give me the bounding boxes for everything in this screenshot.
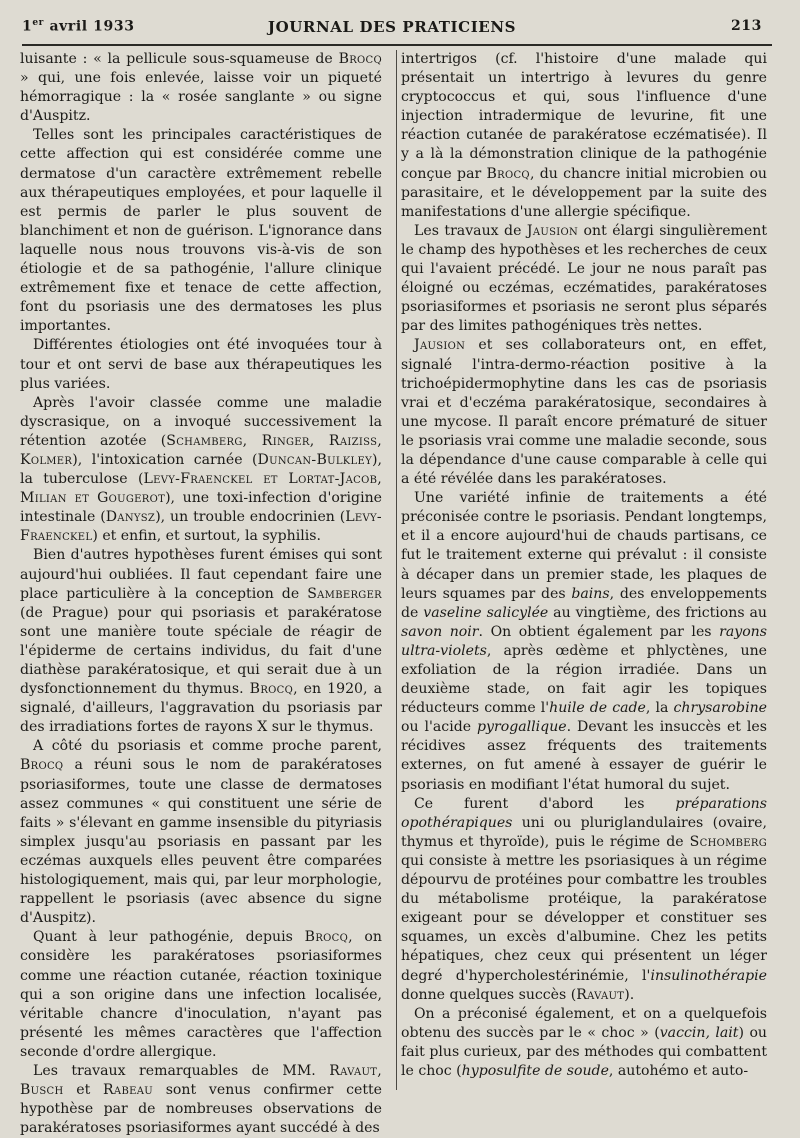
paragraph: Les travaux remarquables de MM. Ravaut, Busch et Rabeau sont venus confirmer cette hypothèse par de nombreuses observations de parakératoses psoriasiformes ayant succédé à des xyxy=(20,1062,382,1137)
journal-title: JOURNAL DES PRATICIENS xyxy=(267,18,517,36)
column-divider xyxy=(396,50,397,1090)
paragraph: On a préconisé également, et on a quelquefois obtenu des succès par le « choc » (vaccin, lait) ou fait plus curieux, par des méthodes qui combattent le choc (hyposulfite de soude, autohémo et auto- xyxy=(401,1005,768,1079)
paragraph: luisante : « la pellicule sous-squameuse de Brocq » qui, une fois enlevée, laisse voir un piqueté hémorragique : la « rosée sanglante » ou signe d'Auspitz. xyxy=(20,51,382,125)
paragraph: Ce furent d'abord les préparations opothérapiques uni ou pluriglandulaires (ovaire, thymus et thyroïde), puis le régime de Schomberg qui consiste à mettre les psoriasiques à un régime dépourvu de protéines pour combattre les troubles du métabolisme protéique, la parakératose exigeant pour se développer et constituer ses squames, un excès d'albumine. Chez les petits hépatiques, chez ceux qui présentent un léger degré d'hypercholestérinémie, l'insulinothérapie donne quelques succès (Ravaut). xyxy=(401,795,767,1003)
left-column xyxy=(20,50,382,1138)
paragraph: Bien d'autres hypothèses furent émises qui sont aujourd'hui oubliées. Il faut cependant faire une place particulière à la conception de Samberger (de Prague) pour qui psoriasis et parakératose sont une manière toute spéciale de réagir de l'épiderme de certains individus, du fait d'une diathèse parakératosique, et qui serait due à un dysfonctionnement du thymus. Brocq, en 1920, a signalé, d'ailleurs, l'aggravation du psoriasis par des irradiations fortes de rayons X sur le thymus. xyxy=(20,547,382,736)
paragraph: Quant à leur pathogénie, depuis Brocq, on considère les parakératoses psoriasiformes comme une réaction cutanée, réaction toxinique qui a son origine dans une infection localisée, véritable chancre d'inoculation, n'ayant pas présenté les mêmes caractères que l'affection seconde d'ordre allergique. xyxy=(20,929,382,1060)
header-rule xyxy=(22,44,772,46)
paragraph: intertrigos (cf. l'histoire d'une malade qui présentait un intertrigo à levures du genre cryptococcus et qui, sous l'influence d'une injection intradermique de levurine, fit une réaction cutanée de parakératose eczématisée). Il y a là la démonstration clinique de la pathogénie conçue par Brocq, du chancre initial microbien ou parasitaire, et le développement par la suite des manifestations d'une allergie spécifique. xyxy=(401,51,768,220)
paragraph: A côté du psoriasis et comme proche parent, Brocq a réuni sous le nom de parakératoses psoriasiformes, toute une classe de dermatoses assez communes « qui constituent une série de faits » s'élevant en gamme insensible du pityriasis simplex jusqu'au psoriasis en passant par les eczémas auxquels elles peuvent être comparées histologiquement, mais qui, par leur morphologie, rappellent le psoriasis (avec absence du signe d'Auspitz). xyxy=(20,738,382,927)
paragraph: Telles sont les principales caractéristiques de cette affection qui est considérée comme une dermatose d'un caractère extrêmement rebelle aux thérapeutiques employées, et pour laquelle il est permis de parler le plus souvent de blanchiment et non de guérison. L'ignorance dans laquelle nous nous trouvons vis-à-vis de son étiologie et de sa pathogénie, l'allure clinique extrêmement fixe et tenace de cette affection, font du psoriasis une des dermatoses les plus importantes. xyxy=(20,127,382,335)
paragraph: Jausion et ses collaborateurs ont, en effet, signalé l'intra-dermo-réaction positive à la trichoépidermophytine dans les cas de psoriasis vrai et d'eczéma parakératosique, secondaires à une mycose. Il paraît encore prématuré de situer le psoriasis vrai comme une maladie seconde, sous la dépendance d'une cause comparable à celle qui a été révélée dans les parakératoses. xyxy=(401,337,767,488)
paragraph: Les travaux de Jausion ont élargi singulièrement le champ des hypothèses et les recherches de ceux qui l'avaient précédé. Le jour ne nous paraît pas éloigné ou eczémas, eczématides, parakératoses psoriasiformes et psoriasis ne seront plus séparés par des limites pathogéniques très nettes. xyxy=(401,222,767,335)
right-column xyxy=(401,50,767,1081)
paragraph: Différentes étiologies ont été invoquées tour à tour et ont servi de base aux thérapeutiques les plus variées. xyxy=(20,337,382,392)
page-header xyxy=(22,14,762,40)
paragraph: Une variété infinie de traitements a été préconisée contre le psoriasis. Pendant longtemps, et il a encore aujourd'hui de chauds partisans, ce fut le traitement externe qui prévalut : il consiste à décaper dans un premier stade, les plaques de leurs squames par des bains, des enveloppements de vaseline salicylée au vingtième, des frictions au savon noir. On obtient également par les rayons ultra-violets, après œdème et phlyctènes, une exfoliation de la région irradiée. Dans un deuxième stade, on fait agir les topiques réducteurs comme l'huile de cade, la chrysarobine ou l'acide pyrogallique. Devant les insuccès et les récidives assez fréquents des traitements externes, on fut amené à essayer de guérir le psoriasis en modifiant l'état humoral du sujet. xyxy=(401,490,767,793)
paragraph: Après l'avoir classée comme une maladie dyscrasique, on a invoqué successivement la rétention azotée (Schamberg, Ringer, Raiziss, Kolmer), l'intoxication carnée (Duncan-Bulkley), la tuberculose (Levy-Fraenckel et Lortat-Jacob, Milian et Gougerot), une toxi-infection d'origine intestinale (Danysz), un trouble endocrinien (Levy-Fraenckel) et enfin, et surtout, la syphilis. xyxy=(20,394,383,545)
page-number: 213 xyxy=(730,18,762,34)
issue-date: 1er avril 1933 xyxy=(22,18,135,35)
